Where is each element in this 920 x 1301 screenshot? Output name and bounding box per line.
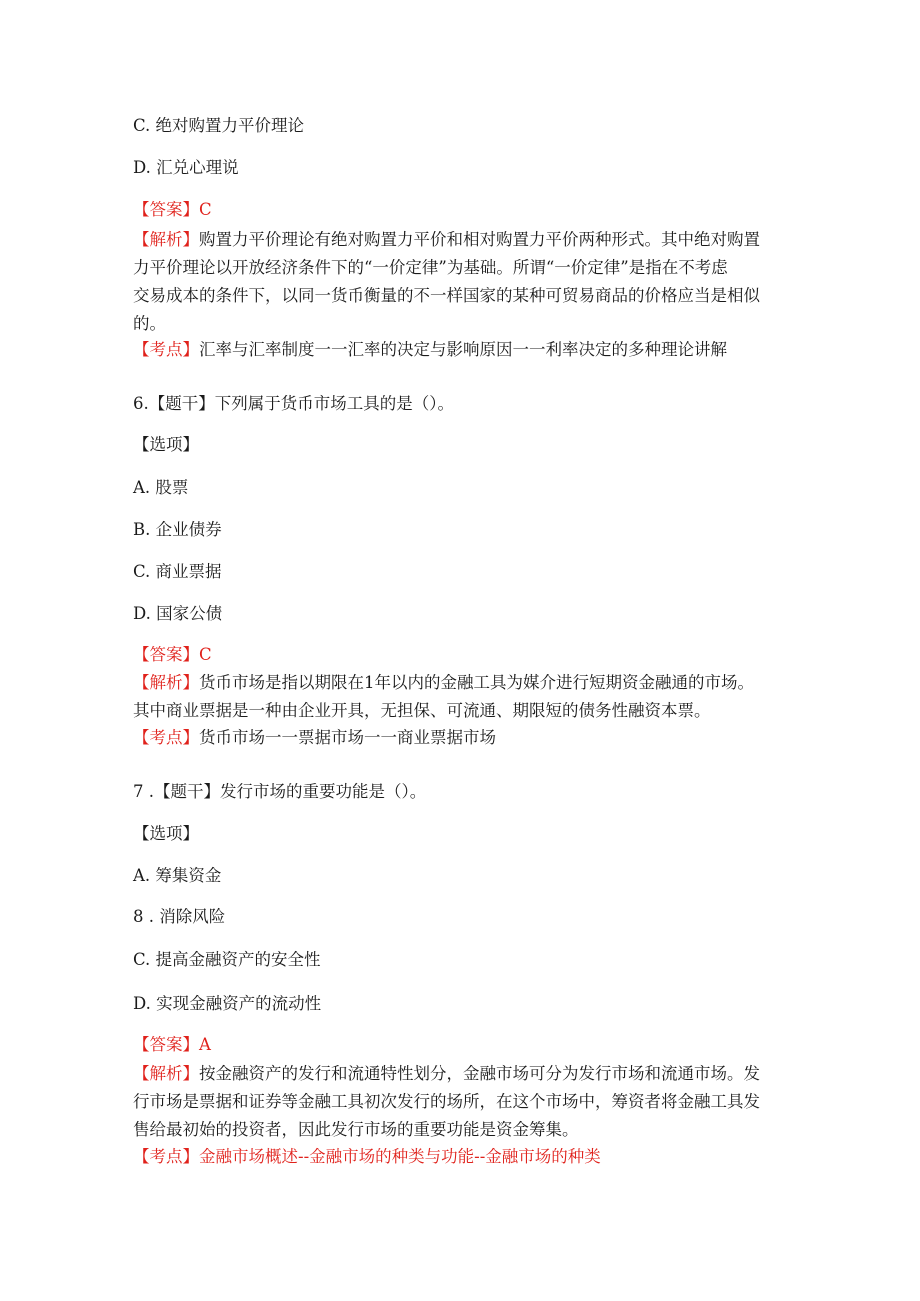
q6-point [133,726,496,750]
q7-options-tag: 【选项】 [133,824,199,843]
q6-option-d: D. 国家公债 [133,604,223,623]
q7-point [133,1145,601,1169]
q6-options-tag: 【选项】 [133,435,199,454]
answer-tag: 【答案】 [133,200,199,219]
q7-option-a: A. 筹集资金 [133,866,222,885]
point-tag: 【考点】 [133,1147,199,1166]
q7-analysis-line-1 [133,1062,760,1086]
q7-option-b: 8 . 消除风险 [133,907,226,926]
q6-option-b: B. 企业债券 [133,520,222,539]
answer-value: A [199,1035,211,1054]
point-text: 货币市场一一票据市场一一商业票据市场 [199,728,496,747]
point-text: 汇率与汇率制度一一汇率的决定与影响原因一一利率决定的多种理论讲解 [199,340,727,359]
analysis-text: 购置力平价理论有绝对购置力平价和相对购置力平价两种形式。其中绝对购置 [199,230,760,249]
q5-option-d: D. 汇兑心理说 [133,158,239,177]
answer-tag: 【答案】 [133,645,199,664]
q7-stem: 7 .【题干】发行市场的重要功能是（）。 [133,782,427,801]
analysis-tag: 【解析】 [133,1064,199,1083]
q5-analysis-line-3: 交易成本的条件下，以同一货币衡量的不一样国家的某种可贸易商品的价格应当是相似 [133,286,760,305]
analysis-tag: 【解析】 [133,230,199,249]
answer-value: C [199,200,212,219]
q7-option-c: C. 提高金融资产的安全性 [133,950,321,969]
answer-tag: 【答案】 [133,1035,199,1054]
q7-analysis-line-2: 行市场是票据和证券等金融工具初次发行的场所，在这个市场中，筹资者将金融工具发 [133,1092,760,1111]
q5-answer [133,198,212,222]
analysis-tag: 【解析】 [133,673,199,692]
analysis-text: 货币市场是指以期限在1年以内的金融工具为媒介进行短期资金融通的市场。 [199,673,754,692]
q6-option-a: A. 股票 [133,478,189,497]
point-text: 金融市场概述--金融市场的种类与功能--金融市场的种类 [199,1147,601,1166]
q6-analysis-line-1 [133,671,754,695]
analysis-text: 按金融资产的发行和流通特性划分，金融市场可分为发行市场和流通市场。发 [199,1064,760,1083]
q6-stem: 6.【题干】下列属于货币市场工具的是（）。 [133,394,454,413]
q5-point [133,338,727,362]
q5-analysis-line-4: 的。 [133,314,166,333]
q6-analysis-line-2: 其中商业票据是一种由企业开具，无担保、可流通、期限短的债务性融资本票。 [133,701,711,720]
q7-answer [133,1033,211,1057]
point-tag: 【考点】 [133,728,199,747]
q6-answer [133,643,212,667]
answer-value: C [199,645,212,664]
q6-option-c: C. 商业票据 [133,562,222,581]
q5-analysis-line-1 [133,228,760,252]
q5-analysis-line-2: 力平价理论以开放经济条件下的“一价定律”为基础。所谓“一价定律”是指在不考虑 [133,258,728,277]
q5-option-c: C. 绝对购置力平价理论 [133,116,305,135]
point-tag: 【考点】 [133,340,199,359]
q7-option-d: D. 实现金融资产的流动性 [133,994,322,1013]
q7-analysis-line-3: 售给最初始的投资者，因此发行市场的重要功能是资金筹集。 [133,1120,579,1139]
